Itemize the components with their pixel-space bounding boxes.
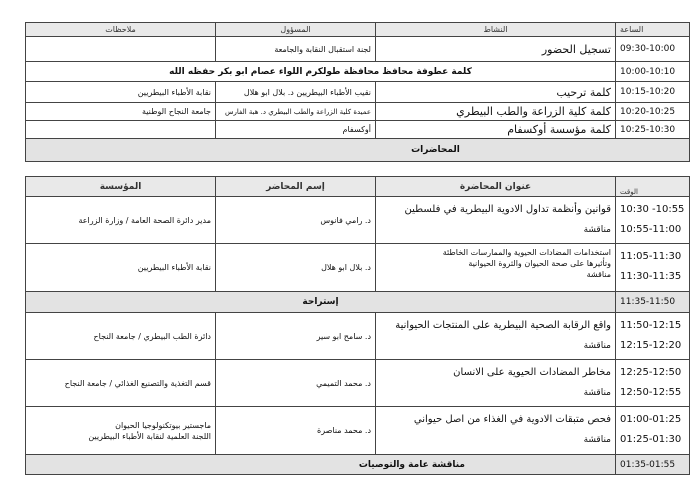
lecture-title: قوانين وأنظمة تداول الادوية البيطرية في فلسطين: [404, 204, 611, 215]
header-activity: النشاط: [376, 23, 616, 37]
header-time: الساعة: [616, 23, 690, 37]
lecture-title: فحص متبقات الادوية في الغذاء من اصل حيواني: [413, 414, 611, 425]
lecture-time: 11:05-11:30: [620, 251, 682, 262]
time-cell: 01:35-01:55: [616, 455, 690, 475]
table-row: [26, 313, 690, 360]
time-cell: 10:15-10:20: [616, 82, 690, 103]
lecture-time: 11:50-12:15: [620, 320, 682, 331]
lectures-label: المحاضرات: [26, 139, 690, 162]
time-cell: [616, 197, 690, 244]
table-row: [26, 121, 690, 139]
institution-cell: مدير دائرة الصحة العامة / وزارة الزراعة: [26, 197, 216, 244]
activity-cell: كلمة ترحيب: [376, 82, 616, 103]
lecture-title-cell: [376, 244, 616, 292]
lecturer-cell: د. محمد مناصرة: [216, 407, 376, 455]
institution-line-1: ماجستير بيوتكنولوجيا الحيوان: [115, 420, 211, 430]
table-row: [26, 37, 690, 62]
header-responsible: المسؤول: [216, 23, 376, 37]
activity-cell: كلمة مؤسسة أوكسفام: [376, 121, 616, 139]
header-title: عنوان المحاضرة: [376, 177, 616, 197]
lecture-title-cell: [376, 407, 616, 455]
table-row: [26, 407, 690, 455]
lecture-title: مخاطر المضادات الحيوية على الانسان: [453, 367, 611, 378]
lecturer-cell: د. محمد التميمي: [216, 360, 376, 407]
final-discussion-row: [26, 455, 690, 475]
lecture-time: 12:25-12:50: [620, 367, 682, 378]
time-cell: 10:25-10:30: [616, 121, 690, 139]
discussion-label: مناقشة: [583, 341, 611, 351]
governor-speech-cell: كلمة عطوفة محافظ محافظة طولكرم اللواء عصام ابو بكر حفظه الله: [26, 62, 616, 82]
header-time: الوقت: [616, 177, 690, 197]
responsible-cell: لجنة استقبال النقابة والجامعة: [216, 37, 376, 62]
responsible-cell: نقيب الأطباء البيطريين د. بلال ابو هلال: [216, 82, 376, 103]
activity-cell: تسجيل الحضور: [376, 37, 616, 62]
time-cell: [616, 313, 690, 360]
discussion-time: 11:30-11:35: [620, 271, 682, 282]
header-institution: المؤسسة: [26, 177, 216, 197]
discussion-label: مناقشة: [586, 270, 611, 279]
discussion-time: 01:25-01:30: [620, 434, 682, 445]
notes-cell: [26, 121, 216, 139]
notes-cell: نقابة الأطباء البيطريين: [26, 82, 216, 103]
lecture-title-cell: [376, 313, 616, 360]
activity-cell: كلمة كلية الزراعة والطب البيطري: [376, 103, 616, 121]
notes-cell: [26, 37, 216, 62]
time-cell: [616, 360, 690, 407]
notes-cell: جامعة النجاح الوطنية: [26, 103, 216, 121]
final-discussion-label: مناقشة عامة والتوصيات: [26, 455, 616, 475]
responsible-cell: أوكسفام: [216, 121, 376, 139]
lecturer-cell: د. سامح ابو سير: [216, 313, 376, 360]
time-cell: 11:35-11:50: [616, 292, 690, 313]
time-cell: 10:20-10:25: [616, 103, 690, 121]
time-cell: 10:00-10:10: [616, 62, 690, 82]
institution-cell: قسم التغذية والتصنيع الغذائي / جامعة النجاح: [26, 360, 216, 407]
time-cell: [616, 244, 690, 292]
table-row: [26, 244, 690, 292]
lecture-title-line-2: وتأثيرها على صحة الحيوان والثروة الحيوانية: [468, 259, 611, 268]
lectures-section-row: [26, 139, 690, 162]
institution-cell: دائرة الطب البيطري / جامعة النجاح: [26, 313, 216, 360]
lecture-title-line-1: استخدامات المضادات الحيوية والممارسات الخاطئة: [442, 248, 611, 257]
table-row: [26, 82, 690, 103]
discussion-label: مناقشة: [583, 388, 611, 398]
institution-cell: نقابة الأطباء البيطريين: [26, 244, 216, 292]
table-row: [26, 197, 690, 244]
opening-schedule-table: [25, 22, 690, 162]
institution-line-2: اللجنة العلمية لنقابة الأطباء البيطريين: [88, 431, 211, 441]
lecture-time: 01:00-01:25: [620, 414, 682, 425]
time-cell: [616, 407, 690, 455]
lecture-time: 10:30 -10:55: [620, 204, 685, 215]
lecture-title-cell: [376, 197, 616, 244]
table-row: [26, 360, 690, 407]
table-header-row: [26, 23, 690, 37]
discussion-time: 12:15-12:20: [620, 340, 682, 351]
lectures-schedule-table: [25, 176, 690, 475]
table-row: [26, 62, 690, 82]
discussion-label: مناقشة: [583, 435, 611, 445]
discussion-label: مناقشة: [583, 225, 611, 235]
responsible-cell: عميدة كلية الزراعة والطب البيطري د. هبة الفارس: [216, 103, 376, 121]
header-lecturer: إسم المحاضر: [216, 177, 376, 197]
lecture-title: واقع الرقابة الصحية البيطرية على المنتجات الحيوانية: [395, 320, 611, 331]
break-label: إستراحة: [26, 292, 616, 313]
table-row: [26, 103, 690, 121]
lecturer-cell: د. بلال ابو هلال: [216, 244, 376, 292]
lecturer-cell: د. رامي فانوس: [216, 197, 376, 244]
break-row: [26, 292, 690, 313]
header-notes: ملاحظات: [26, 23, 216, 37]
discussion-time: 12:50-12:55: [620, 387, 682, 398]
institution-cell: [26, 407, 216, 455]
table-header-row: [26, 177, 690, 197]
discussion-time: 10:55-11:00: [620, 224, 682, 235]
lecture-title-cell: [376, 360, 616, 407]
time-cell: 09:30-10:00: [616, 37, 690, 62]
